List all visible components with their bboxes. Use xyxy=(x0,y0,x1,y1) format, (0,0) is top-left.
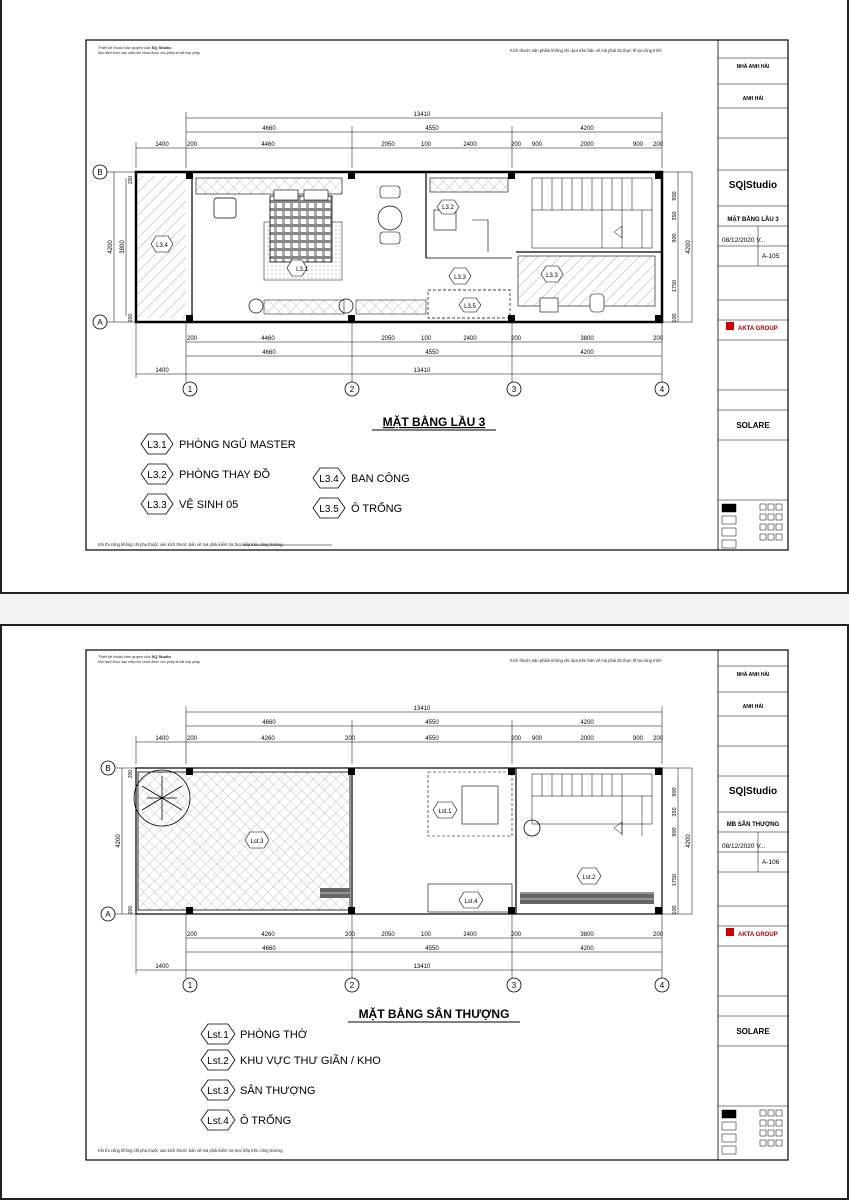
dim-left-w1: 200 xyxy=(128,175,134,185)
dim-right: 100 xyxy=(672,313,678,323)
dim-bottom-seg: 4550 xyxy=(425,350,439,356)
floor-plan-san-thuong xyxy=(101,706,692,992)
dim-top-sub: 2000 xyxy=(580,736,594,742)
room-tag xyxy=(577,868,601,884)
title-block-2 xyxy=(718,666,788,1154)
axis-label-a: A xyxy=(105,910,111,919)
dim-bottom-sub: 2400 xyxy=(463,336,477,342)
sheet-frame-1 xyxy=(0,0,849,594)
dim-top-sub: 900 xyxy=(632,736,644,742)
dim-bottom-sub: 3800 xyxy=(580,336,594,342)
dim-top-sub: 1400 xyxy=(155,736,169,742)
dim-bottom-sub: 4260 xyxy=(261,932,275,938)
room-tag xyxy=(541,266,563,282)
dim-bottom-seg: 4200 xyxy=(580,946,594,952)
dim-top-sub: 1400 xyxy=(155,142,169,148)
room-tag xyxy=(459,892,483,908)
dim-top-sub: 900 xyxy=(531,142,543,148)
project-name: NHÀ ANH HẢI xyxy=(736,672,770,678)
copyright-note: Thiết kế thuộc bản quyền của SQ Studio xyxy=(98,654,171,659)
dim-bottom-seg: 4200 xyxy=(580,350,594,356)
dim-bottom-seg: 4660 xyxy=(262,946,276,952)
room-tag xyxy=(459,298,481,312)
svg-text:Lst.4: Lst.4 xyxy=(464,899,478,905)
dim-top-sub: 900 xyxy=(632,142,644,148)
svg-text:Lst.3: Lst.3 xyxy=(250,839,264,845)
svg-text:Lst.1: Lst.1 xyxy=(207,1030,229,1041)
rights-note: Mọi hành thức sao chép khi chưa được cho phép là bất hợp pháp xyxy=(98,660,201,664)
dim-right: 1750 xyxy=(672,873,678,887)
dim-bottom-sub: 2050 xyxy=(381,336,395,342)
dim-top-seg-3: 4200 xyxy=(580,126,594,132)
svg-text:L3.2: L3.2 xyxy=(147,470,167,481)
dim-bottom-sub: 200 xyxy=(186,932,198,938)
legend-item xyxy=(201,1080,315,1100)
dim-bottom-sub: 2050 xyxy=(381,932,395,938)
dim-right: 900 xyxy=(672,191,678,201)
rights-note: Mọi hành thức sao chép khi chưa được cho phép là bất hợp pháp xyxy=(98,51,201,55)
disclaimer-bottom: Khi thi công không chỉ phụ thuộc vào kích thước bản vẽ mà phải kiểm tra trực tiếp trên công trường xyxy=(98,1148,283,1153)
dim-top-sub: 200 xyxy=(186,142,198,148)
dim-bottom-sub: 100 xyxy=(420,932,432,938)
dim-bottom-sub: 200 xyxy=(510,336,522,342)
dim-top-sub: 200 xyxy=(510,142,522,148)
axis-label-1: 1 xyxy=(187,385,193,394)
studio-logo: SQ|Studio xyxy=(728,180,778,191)
drawing-sheet-2 xyxy=(2,626,847,1198)
dim-top-sub: 200 xyxy=(186,736,198,742)
room-tag xyxy=(449,268,471,284)
title-block-1 xyxy=(718,58,788,548)
copyright-note: Thiết kế thuộc bản quyền của SQ Studio xyxy=(98,45,171,50)
issue-date: 08/12/2020 V... xyxy=(722,843,766,850)
dim-right: 900 xyxy=(672,827,678,837)
sheet-title: MB SÂN THƯỢNG xyxy=(726,822,780,828)
svg-text:L3.5: L3.5 xyxy=(319,504,339,515)
room-tag xyxy=(245,832,269,848)
dim-right: 900 xyxy=(672,233,678,243)
drawing-number: A-105 xyxy=(762,253,780,260)
axis-label-b: B xyxy=(105,764,111,773)
logo-akta: AKTA GROUP xyxy=(738,326,778,332)
dim-bottom-seg: 4660 xyxy=(262,350,276,356)
dim-top-seg-1: 4660 xyxy=(262,126,276,132)
dim-left-w2: 200 xyxy=(128,313,134,323)
dim-top-seg-2: 4550 xyxy=(425,720,439,726)
axis-label-3: 3 xyxy=(511,385,517,394)
svg-text:L3.3: L3.3 xyxy=(546,273,558,279)
legend-item xyxy=(313,468,410,488)
axis-label-3: 3 xyxy=(511,981,517,990)
logo-akta: AKTA GROUP xyxy=(738,932,778,938)
room-tag xyxy=(433,802,457,818)
dim-top-seg-1: 4660 xyxy=(262,720,276,726)
client-name: ANH HẢI xyxy=(742,96,764,102)
dim-top-sub: 2400 xyxy=(463,142,477,148)
axis-label-a: A xyxy=(97,318,103,327)
legend-item xyxy=(141,434,296,454)
svg-text:Lst.2: Lst.2 xyxy=(207,1056,229,1067)
svg-text:L3.1: L3.1 xyxy=(147,440,167,451)
dim-top-sub: 4260 xyxy=(261,736,275,742)
room-tag xyxy=(151,236,173,252)
svg-text:L3.4: L3.4 xyxy=(319,474,339,485)
svg-text:SÂN THƯỢNG: SÂN THƯỢNG xyxy=(240,1085,316,1097)
dim-top-total: 13410 xyxy=(413,112,431,118)
legend-item xyxy=(141,494,238,514)
svg-text:L3.3: L3.3 xyxy=(454,275,466,281)
svg-text:Ô TRỐNG: Ô TRỐNG xyxy=(240,1115,292,1127)
dim-left-w1: 200 xyxy=(128,769,134,779)
svg-text:BAN CÔNG: BAN CÔNG xyxy=(351,473,410,485)
dim-top-seg-3: 4200 xyxy=(580,720,594,726)
floor-plan-lau-3 xyxy=(93,112,692,396)
legend-item xyxy=(141,464,271,484)
dim-top-sub: 100 xyxy=(420,142,432,148)
dim-right-total: 4200 xyxy=(686,834,692,848)
dim-bottom-sub: 200 xyxy=(652,932,664,938)
axis-label-2: 2 xyxy=(349,981,355,990)
dim-top-sub: 2050 xyxy=(381,142,395,148)
dim-top-sub: 900 xyxy=(531,736,543,742)
svg-text:L3.1: L3.1 xyxy=(296,267,308,273)
svg-text:L3.4: L3.4 xyxy=(156,243,168,249)
client-name: ANH HẢI xyxy=(742,704,764,710)
logo-solare: SOLARE xyxy=(736,1027,770,1036)
issue-date: 08/12/2020 V... xyxy=(722,237,766,244)
dim-top-sub: 4550 xyxy=(425,736,439,742)
svg-text:L3.3: L3.3 xyxy=(147,500,167,511)
dim-right: 900 xyxy=(672,787,678,797)
dim-left-inner: 3800 xyxy=(120,240,126,254)
dim-right: 1750 xyxy=(672,279,678,293)
axis-label-1: 1 xyxy=(187,981,193,990)
dim-bottom-seg: 4550 xyxy=(425,946,439,952)
svg-text:VỆ SINH 05: VỆ SINH 05 xyxy=(179,499,239,511)
dim-top-sub: 200 xyxy=(510,736,522,742)
logo-solare: SOLARE xyxy=(736,421,770,430)
legend-item xyxy=(201,1024,308,1044)
dim-bottom-total: 13410 xyxy=(413,964,431,970)
dim-left-w2: 200 xyxy=(128,905,134,915)
dim-right-total: 4200 xyxy=(686,240,692,254)
room-tag xyxy=(437,200,459,214)
dim-right: 100 xyxy=(672,905,678,915)
dim-left-total: 4200 xyxy=(116,834,122,848)
dim-right: 350 xyxy=(672,807,678,817)
dim-bottom-sub: 3800 xyxy=(580,932,594,938)
svg-text:PHÒNG THAY ĐỒ: PHÒNG THAY ĐỒ xyxy=(179,469,271,481)
dim-bottom-total: 13410 xyxy=(413,368,431,374)
axis-label-4: 4 xyxy=(659,385,665,394)
disclaimer-bottom: Khi thi công không chỉ phụ thuộc vào kích thước bản vẽ mà phải kiểm tra trực tiếp trên công trường xyxy=(98,542,283,547)
dim-bottom-sub: 200 xyxy=(344,932,356,938)
svg-text:Lst.3: Lst.3 xyxy=(207,1086,229,1097)
sheet-gap xyxy=(0,594,849,624)
dim-top-sub: 200 xyxy=(344,736,356,742)
project-name: NHÀ ANH HẢI xyxy=(736,64,770,70)
svg-text:PHÒNG NGỦ MASTER: PHÒNG NGỦ MASTER xyxy=(179,439,296,451)
legend-item xyxy=(313,498,402,518)
dim-top-seg-2: 4550 xyxy=(425,126,439,132)
svg-text:Ô TRỐNG: Ô TRỐNG xyxy=(351,503,403,515)
dim-bottom-first: 1400 xyxy=(155,368,169,374)
svg-text:Lst.1: Lst.1 xyxy=(438,809,452,815)
axis-label-b: B xyxy=(97,168,103,177)
legend-item xyxy=(201,1050,381,1070)
dim-bottom-sub: 200 xyxy=(652,336,664,342)
axis-label-4: 4 xyxy=(659,981,665,990)
sheet-title: MẶT BẰNG LẦU 3 xyxy=(727,217,779,223)
dim-bottom-sub: 2400 xyxy=(463,932,477,938)
svg-text:Lst.4: Lst.4 xyxy=(207,1116,229,1127)
svg-text:Lst.2: Lst.2 xyxy=(582,875,596,881)
dim-bottom-sub: 200 xyxy=(186,336,198,342)
svg-text:PHÒNG THỜ: PHÒNG THỜ xyxy=(240,1029,308,1041)
disclaimer-top: Kích thước sản phẩm không chỉ dựa trên bản vẽ mà phải đo thực tế tại công trình xyxy=(510,658,662,663)
sheet-frame-2 xyxy=(0,624,849,1200)
dim-top-total: 13410 xyxy=(413,706,431,712)
dim-bottom-sub: 200 xyxy=(510,932,522,938)
dim-right: 350 xyxy=(672,211,678,221)
dim-bottom-first: 1400 xyxy=(155,964,169,970)
axis-label-2: 2 xyxy=(349,385,355,394)
drawing-number: A-106 xyxy=(762,859,780,866)
dim-top-sub: 4460 xyxy=(261,142,275,148)
dim-bottom-sub: 100 xyxy=(420,336,432,342)
plan-title-2: MẶT BẰNG SÂN THƯỢNG xyxy=(358,1007,510,1021)
dim-left-total: 4200 xyxy=(108,240,114,254)
dim-bottom-sub: 4460 xyxy=(261,336,275,342)
svg-text:KHU VỰC THƯ GIÃN / KHO: KHU VỰC THƯ GIÃN / KHO xyxy=(240,1055,381,1067)
disclaimer-top: Kích thước sản phẩm không chỉ dựa trên bản vẽ mà phải đo thực tế tại công trình xyxy=(510,48,662,53)
legend-item xyxy=(201,1110,291,1130)
dim-top-sub: 2000 xyxy=(580,142,594,148)
svg-text:L3.2: L3.2 xyxy=(442,205,454,211)
dim-top-sub: 200 xyxy=(652,736,664,742)
dim-top-sub: 200 xyxy=(652,142,664,148)
drawing-sheet-1 xyxy=(2,0,847,592)
plan-title-1: MẶT BẰNG LẦU 3 xyxy=(382,415,486,429)
studio-logo: SQ|Studio xyxy=(728,786,778,797)
svg-text:L3.5: L3.5 xyxy=(464,304,476,310)
